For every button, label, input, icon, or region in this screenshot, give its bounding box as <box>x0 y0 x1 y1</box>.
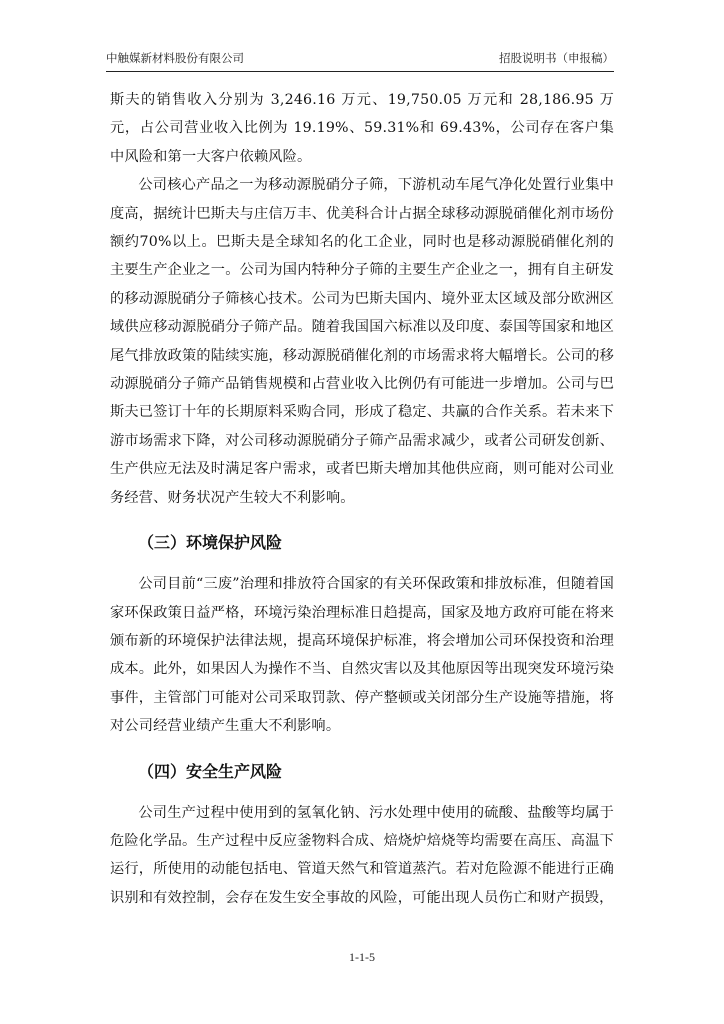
page-number: 1-1-5 <box>349 950 375 964</box>
section-heading-environment: （三）环境保护风险 <box>138 533 283 553</box>
header-rule <box>106 71 614 72</box>
company-name: 中触媒新材料股份有限公司 <box>106 51 244 65</box>
paragraph-core-product: 公司核心产品之一为移动源脱硝分子筛，下游机动车尾气净化处置行业集中度高，据统计巴斯夫与庄信万丰、优美科合计占据全球移动源脱硝催化剂市场份额约70%以上。巴斯夫是全球知名的化工企业，同时也是移动源脱硝催化剂的主要生产企业之一。公司为国内特种分子筛的主要生产企业之一，拥有自主研发的移动源脱硝分子筛核心技术。公司为巴斯夫国内、境外亚太区域及部分欧洲区域供应移动源脱硝分子筛产品。随着我国国六标准以及印度、泰国等国家和地区尾气排放政策的陆续实施，移动源脱硝催化剂的市场需求将大幅增长。公司的移动源脱硝分子筛产品销售规模和占营业收入比例仍有可能进一步增加。公司与巴斯夫已签订十年的长期原料采购合同，形成了稳定、共赢的合作关系。若未来下游市场需求下降，对公司移动源脱硝分子筛产品需求减少，或者公司研发创新、生产供应无法及时满足客户需求，或者巴斯夫增加其他供应商，则可能对公司业务经营、财务状况产生较大不利影响。 <box>110 177 614 506</box>
document-type: 招股说明书（申报稿） <box>499 51 614 65</box>
paragraph-customer-concentration: 斯夫的销售收入分别为 3,246.16 万元、19,750.05 万元和 28,186.95 万元，占公司营业收入比例为 19.19%、59.31%和 69.43%，公司存在客户集中风险和第一大客户依赖风险。 <box>110 92 614 165</box>
paragraph-safety-risk: 公司生产过程中使用到的氢氧化钠、污水处理中使用的硫酸、盐酸等均属于危险化学品。生产过程中反应釜物料合成、焙烧炉焙烧等均需要在高压、高温下运行，所使用的动能包括电、管道天然气和管道蒸汽。若对危险源不能进行正确识别和有效控制，会存在发生安全事故的风险，可能出现人员伤亡和财产损毁， <box>110 804 614 906</box>
page-body <box>110 86 614 912</box>
section-heading-safety: （四）安全生产风险 <box>138 761 283 781</box>
paragraph-environment-risk: 公司目前“三废”治理和排放符合国家的有关环保政策和排放标准，但随着国家环保政策日益严格，环境污染治理标准日趋提高，国家及地方政府可能在将来颁布新的环境保护法律法规，提高环境保护标准，将会增加公司环保投资和治理成本。此外，如果因人为操作不当、自然灾害以及其他原因等出现突发环境污染事件，主管部门可能对公司采取罚款、停产整顿或关闭部分生产设施等措施，将对公司经营业绩产生重大不利影响。 <box>110 576 614 735</box>
